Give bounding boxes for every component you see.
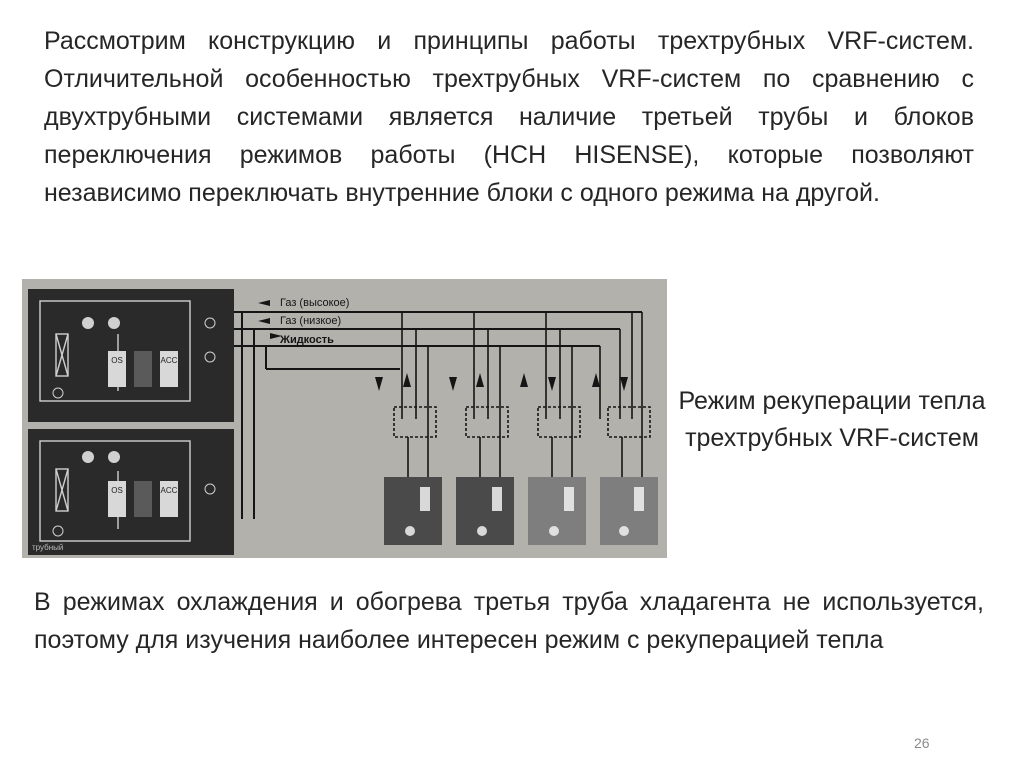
outdoor-unit-1 — [28, 289, 234, 422]
indoor-unit-4 — [600, 477, 658, 545]
gas-high-label: Газ (высокое) — [280, 297, 350, 309]
outro-paragraph: В режимах охлаждения и обогрева третья труба хладагента не используется, поэтому для изучения наиболее интересен режим с рекуперацией тепла — [34, 588, 984, 654]
page-number: 26 — [914, 735, 930, 751]
gas-low-label: Газ (низкое) — [280, 315, 342, 327]
os-label-1: OS — [111, 356, 123, 365]
vrf-heat-recovery-diagram — [22, 279, 667, 558]
panel-label: трубный — [32, 543, 64, 552]
figure-caption: Режим рекуперации тепла трехтрубных VRF-систем — [678, 387, 986, 452]
branch-unit-4 — [592, 312, 658, 545]
liquid-label: Жидкость — [280, 334, 334, 346]
acc-label-1: ACC — [160, 356, 178, 365]
intro-paragraph: Рассмотрим конструкцию и принципы работы трехтрубных VRF-систем. Отличительной особенностью трехтрубных VRF-систем по сравнению с двухтрубными системами является наличие третьей трубы и блоков переключения режимов работы (HCH HISENSE), которые позволяют независимо переключать внутренние блоки с одного режима на другой. — [44, 27, 974, 207]
acc-label-2: ACC — [160, 486, 178, 495]
os-label-2: OS — [111, 486, 123, 495]
diagram-svg — [22, 279, 667, 558]
